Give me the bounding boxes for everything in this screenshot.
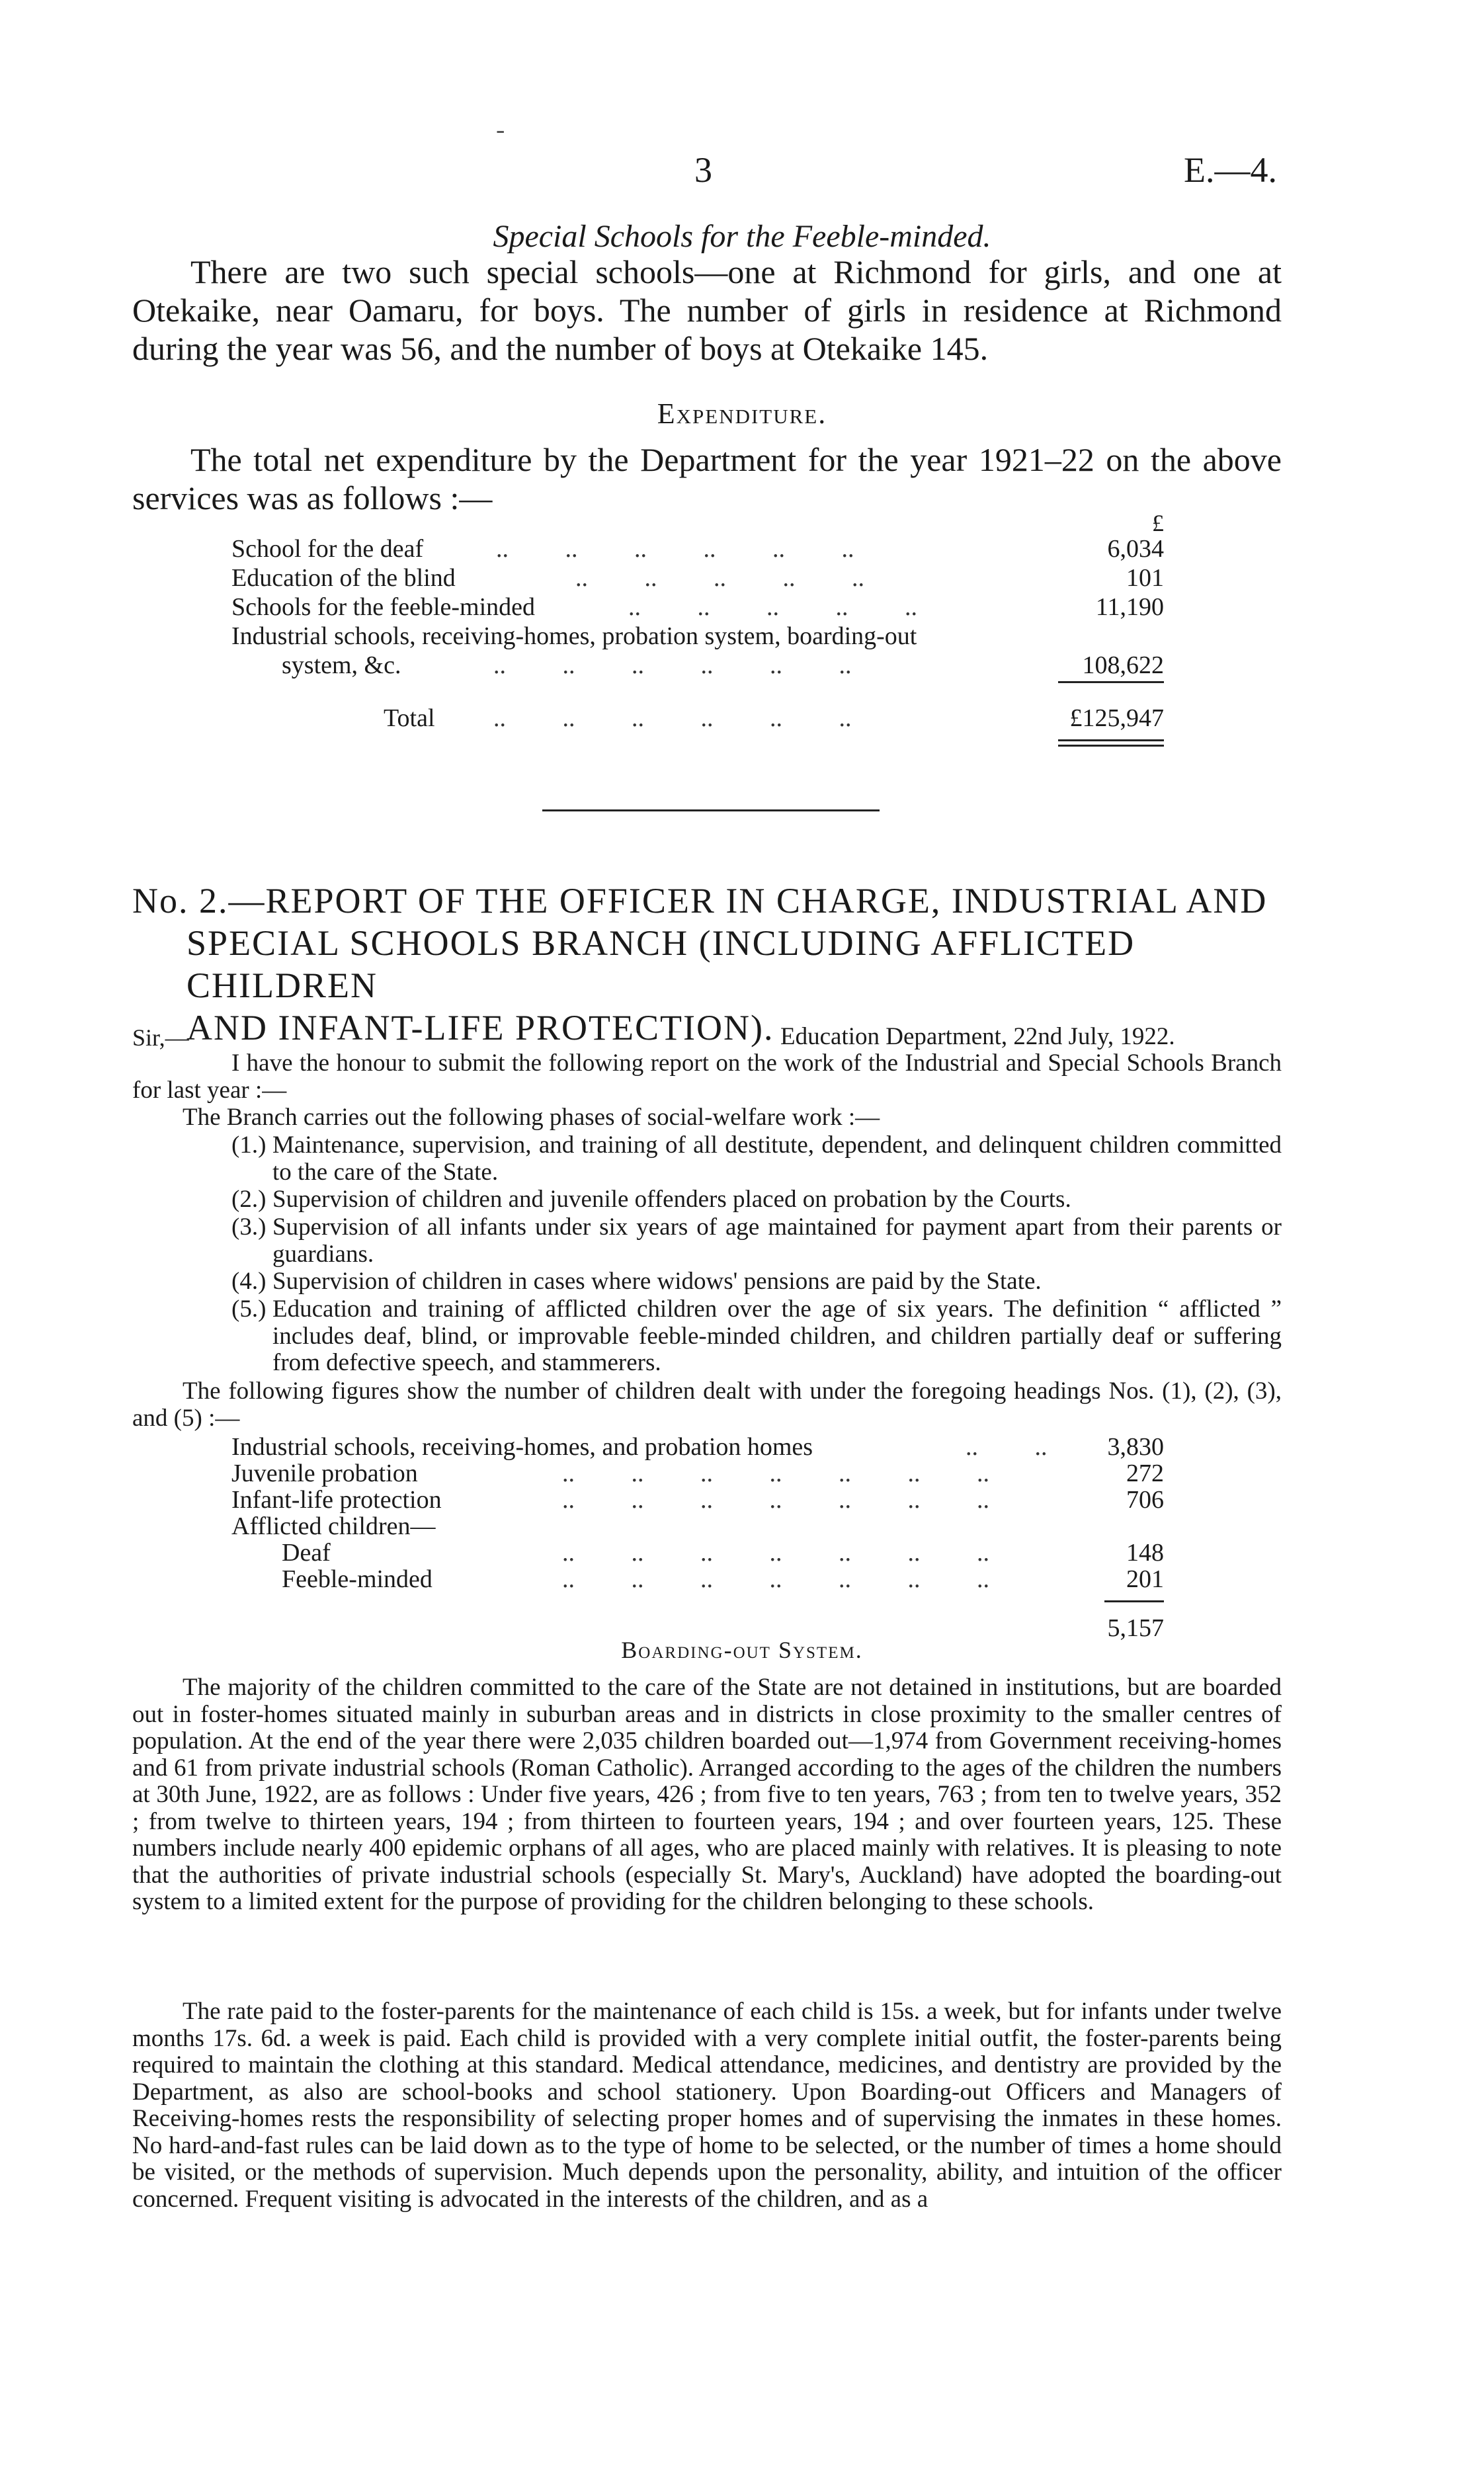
expenditure-amount: 11,190 <box>1095 593 1164 621</box>
total-amount: £125,947 <box>1069 704 1164 732</box>
figure-label: Feeble-minded <box>282 1565 433 1593</box>
phase-text: Supervision of all infants under six years of age maintained for payment apart from their parents or guardians. <box>272 1213 1282 1268</box>
salutation: Sir,— <box>132 1024 189 1051</box>
figure-row <box>231 1512 435 1541</box>
total-rule-2 <box>1058 745 1164 747</box>
expenditure-amount: 101 <box>1126 564 1164 592</box>
feeble-minded-paragraph <box>132 253 1282 368</box>
phase-item <box>231 1132 1282 1186</box>
phase-item <box>231 1296 1282 1377</box>
figure-row: Juvenile probation .. .. .. .. .. .. .. <box>231 1460 989 1487</box>
figure-label: Deaf <box>282 1539 331 1567</box>
expenditure-row: School for the deaf .. .. .. .. .. .. <box>231 535 854 563</box>
subtotal-rule <box>1058 681 1164 683</box>
expenditure-intro-text: The total net expenditure by the Department for the year 1921–22 on the above services was as follows :— <box>132 441 1282 516</box>
top-mark: - <box>496 114 505 144</box>
expenditure-label: Schools for the feeble-minded <box>231 593 536 621</box>
currency-symbol: £ <box>1152 510 1164 536</box>
phase-text: Supervision of children and juvenile offenders placed on probation by the Courts. <box>272 1186 1071 1213</box>
expenditure-row: Education of the blind .. .. .. .. .. <box>231 564 864 592</box>
report-title-line: No. 2.—REPORT OF THE OFFICER IN CHARGE, INDUSTRIAL AND <box>132 881 1268 921</box>
figure-value: 272 <box>1126 1460 1164 1487</box>
figure-value: 148 <box>1126 1539 1164 1567</box>
phase-text: Maintenance, supervision, and training of all destitute, dependent, and delinquent children committed to the care of the State. <box>272 1131 1282 1186</box>
section-divider <box>542 809 880 811</box>
phase-number: (5.) <box>231 1296 267 1323</box>
figure-label: Afflicted children— <box>231 1512 436 1540</box>
expenditure-row-continued: system, &c. .. .. .. .. .. .. <box>282 651 852 679</box>
report-intro-text: I have the honour to submit the following report on the work of the Industrial and Special Schools Branch for last year :— <box>132 1049 1282 1104</box>
phase-number: (1.) <box>231 1131 267 1159</box>
phase-item <box>231 1186 1282 1213</box>
phase-text: Supervision of children in cases where widows' pensions are paid by the State. <box>272 1268 1042 1295</box>
figure-row: Feeble-minded .. .. .. .. .. .. .. <box>282 1565 989 1593</box>
expenditure-amount: 108,622 <box>1082 651 1164 679</box>
boarding-text-2: The rate paid to the foster-parents for the maintenance of each child is 15s. a week, but for infants under twelve months 17s. 6d. a week is paid. Each child is provided with a very complete initial outfit, the foster-parents being required to maintain the clothing at this standard. Medical attendance, medicines, and dentistry are provided by the Department, as also are school-books and school stationery. Upon Boarding-out Officers and Managers of Receiving-homes rests the responsibility of selecting proper homes and of supervising the inmates in these homes. No hard-and-fast rules can be laid down as to the type of home to be selected, or the number of times a home should be visited, or the methods of supervision. Much depends upon the personality, ability, and intuition of the officer concerned. Frequent visiting is advocated in the interests of the children, and as a <box>132 1998 1282 2213</box>
feeble-minded-heading: Special Schools for the Feeble-minded. <box>493 219 991 254</box>
phase-number: (2.) <box>231 1186 267 1213</box>
figure-label: Infant-life protection <box>231 1486 442 1514</box>
phase-text: Education and training of afflicted children over the age of six years. The definition “ afflicted ” includes deaf, blind, or improvable feeble-minded children, and children partially deaf or suffering from defective speech, and stammerers. <box>272 1296 1282 1376</box>
figure-label: Juvenile probation <box>231 1460 418 1487</box>
expenditure-heading: Expenditure. <box>657 397 827 430</box>
feeble-minded-text: There are two such special schools—one at Richmond for girls, and one at Otekaike, near Oamaru, for boys. The number of girls in residence at Richmond during the year was 56, and the number of boys at Otekaike 145. <box>132 253 1282 367</box>
page-number: 3 <box>694 150 712 190</box>
document-code: E.—4. <box>1184 150 1277 190</box>
figures-total: 5,157 <box>1107 1614 1164 1642</box>
total-label: Total <box>384 704 435 732</box>
figures-intro-text: The following figures show the number of children dealt with under the foregoing headings Nos. (1), (2), (3), and (5) :— <box>132 1378 1282 1432</box>
expenditure-label-continued: system, &c. <box>282 651 401 679</box>
report-title-line: SPECIAL SCHOOLS BRANCH (INCLUDING AFFLICTED CHILDREN <box>186 923 1135 1005</box>
expenditure-total-row: Total .. .. .. .. .. .. <box>384 704 852 732</box>
figure-value: 706 <box>1126 1486 1164 1514</box>
figure-value: 201 <box>1126 1565 1164 1593</box>
expenditure-label: Education of the blind <box>231 564 456 592</box>
figure-label: Industrial schools, receiving-homes, and probation homes <box>231 1433 813 1461</box>
phase-item <box>231 1268 1282 1296</box>
boarding-paragraph-1 <box>132 1674 1282 1916</box>
figures-intro <box>132 1378 1282 1432</box>
figures-rule <box>1104 1600 1164 1602</box>
phase-item <box>231 1214 1282 1268</box>
boarding-paragraph-2 <box>132 1998 1282 2213</box>
total-rule-1 <box>1058 739 1164 741</box>
expenditure-amount: 6,034 <box>1107 535 1164 563</box>
report-intro <box>132 1050 1282 1104</box>
phase-number: (4.) <box>231 1268 267 1295</box>
boarding-text-1: The majority of the children committed to the care of the State are not detained in institutions, but are boarded out in foster-homes situated mainly in suburban areas and in districts in close proximity to the smaller centres of population. At the end of the year there were 2,035 children boarded out—1,974 from Government receiving-homes and 61 from private industrial schools (Roman Catholic). Arranged according to the ages of the children the numbers at 30th June, 1922, are as follows : Under five years, 426 ; from five to ten years, 763 ; from ten to twelve years, 352 ; from twelve to thirteen years, 194 ; from thirteen to fourteen years, 194 ; and over fourteen years, 125. These numbers include nearly 400 epidemic orphans of all ages, who are placed mainly with relatives. It is pleasing to note that the authorities of private industrial schools (especially St. Mary's, Auckland) have adopted the boarding-out system to a limited extent for the purpose of providing for the children belonging to these schools. <box>132 1674 1282 1915</box>
figure-row: Industrial schools, receiving-homes, and probation homes .. .. <box>231 1433 1048 1461</box>
figure-row: Infant-life protection .. .. .. .. .. .. .. <box>231 1486 989 1514</box>
phases-intro: The Branch carries out the following phases of social-welfare work :— <box>183 1104 880 1131</box>
expenditure-label: School for the deaf <box>231 535 424 563</box>
expenditure-intro <box>132 440 1282 517</box>
expenditure-label: Industrial schools, receiving-homes, probation system, boarding-out <box>231 622 917 650</box>
figure-value: 3,830 <box>1107 1433 1164 1461</box>
dateline: Education Department, 22nd July, 1922. <box>780 1023 1175 1050</box>
figure-row: Deaf .. .. .. .. .. .. .. <box>282 1539 989 1567</box>
report-title-line: AND INFANT-LIFE PROTECTION). <box>186 1008 774 1048</box>
expenditure-row: Schools for the feeble-minded .. .. .. .. .. <box>231 593 917 621</box>
phase-number: (3.) <box>231 1213 267 1241</box>
expenditure-row <box>231 622 917 651</box>
boarding-heading: Boarding-out System. <box>621 1637 863 1663</box>
